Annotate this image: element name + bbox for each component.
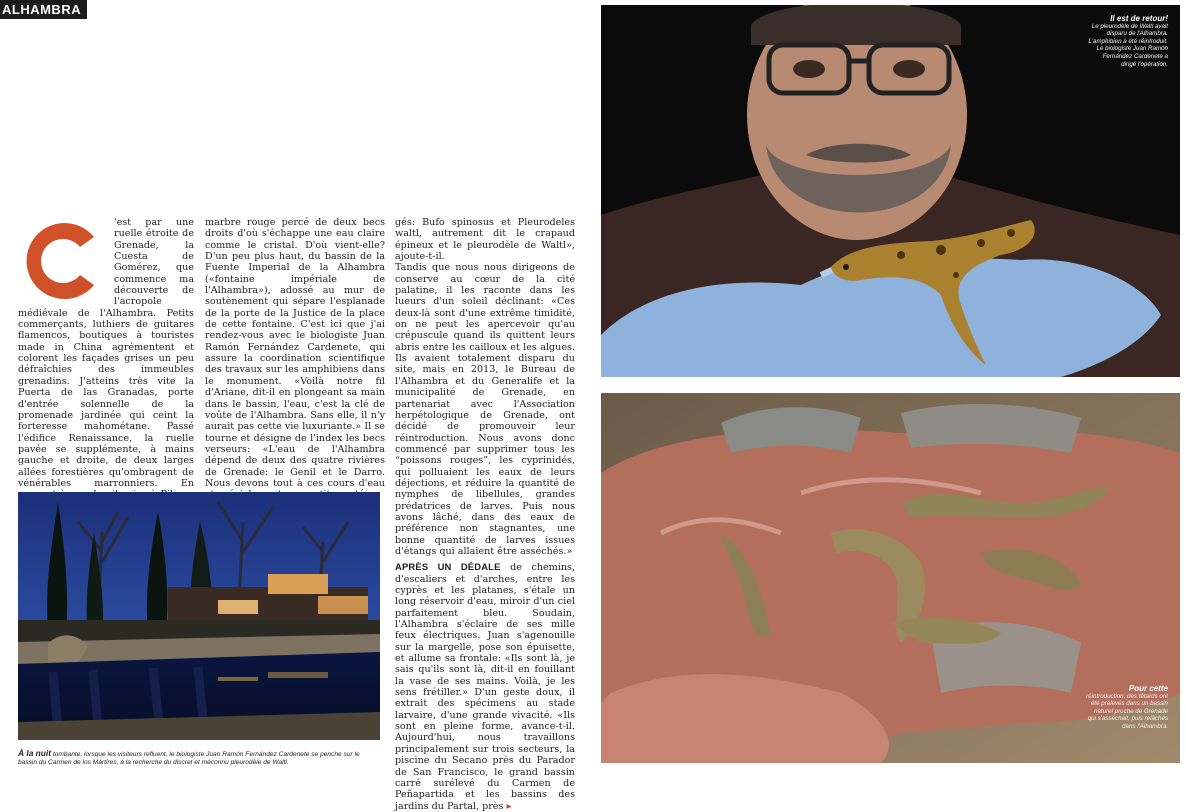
drop-cap bbox=[18, 215, 106, 307]
caption-text: Le pleurodèle de Waltl avait disparu de l'Alhambra. L'amphibien a été réintroduit. Le biologiste Juan Ramón Fernández Cardenete a dirigé l'opération. bbox=[1088, 22, 1168, 68]
caption-title: Il est de retour! bbox=[1110, 14, 1168, 23]
body-paragraph: gés: Bufo spinosus et Pleurodeles waltl, autrement dit le crapaud épineux et le pleurodèle de Waltl», ajoute-t-il. bbox=[395, 217, 575, 263]
body-paragraph: Tandis que nous nous dirigeons de conserve au cœur de la cité palatine, il les raconte dans les lueurs d'un soleil déclinant: «Ces deux-là sont d'une extrême timidité, on ne peut les apercevoir qu'au crépuscule quand ils quittent leurs abris entre les cailloux et les algues. Ils avaient totalement disparu du site, mais en 2013, le Bureau de l'Alhambra et du Generalife et la municipalité de Grenade, en partenariat avec l'Association herpétologique de Grenade, ont décidé de promouvoir leur réintroduction. Nous avons donc commencé par supprimer tous les “poissons rouges”, les cyprinidés, qui polluaient les eaux de leurs déjections, et réduire la quantité de nymphes de libellules, grandes prédatrices de larves. Puis nous avons lâché, dans des eaux de préférence non stagnantes, une bonne quantité de larves issues d'étangs qui allaient être asséchés.» bbox=[395, 262, 575, 557]
section-paragraph bbox=[395, 561, 575, 812]
continue-mark: ▸ bbox=[506, 800, 512, 812]
lead-paragraph: 'est par une ruelle étroite de Grenade, la Cuesta de Gomérez, que commence ma découverte de l'acropole médiévale de l'Alhambra. bbox=[18, 217, 194, 319]
caption-text: réintroduction, des têtards ont été prélevés dans un bassin naturel proche de Grenade qui s'asséchait, puis relâchés dans l'Alhambra. bbox=[1086, 692, 1168, 730]
hands-larvae-photo bbox=[601, 393, 1180, 763]
body-text: de chemins, d'escaliers et d'arches, entre les cyprès et les platanes, s'étale un long réservoir d'eau, miroir d'un ciel parfaitement bleu. Soudain, l'Alhambra s'éclaire de ses mille feux électriques. Juan s'agenouille sur la margelle, pose son épuisette, et allume sa frontale: «Ils sont là, je sais qu'ils sont là, dit-il en fouillant la vase de ses mains. Voilà, je les sens frétiller.» D'un geste doux, il extrait des spécimens au stade larvaire, d'une grande vivacité. «Ils sont en pleine forme, avance-t-il. Aujourd'hui, nous travaillons principalement sur trois secteurs, la piscine du Secano près du Parador de San Francisco, le grand bassin carré surélevé du Carmen de Peñapartida et les bassins des jardins du Partal, près bbox=[395, 562, 575, 812]
biologist-caption bbox=[1086, 15, 1168, 68]
caption-lead: À la nuit bbox=[18, 748, 52, 758]
biologist-portrait-photo bbox=[601, 5, 1180, 377]
caption-text: tombante, lorsque les visiteurs refluent, le biologiste Juan Ramón Fernández Cardenete se penche sur le bassin du Carmen de los Mártires, à la recherche du discret et méconnu pleurodèle de Waltl. bbox=[18, 751, 360, 766]
article-column-2 bbox=[205, 217, 385, 501]
garden-pool-photo bbox=[18, 492, 380, 740]
article-column-1 bbox=[18, 217, 194, 523]
hands-caption bbox=[1086, 685, 1168, 731]
body-paragraph: Petits commerçants, luthiers de guitares flamencos, boutiques à touristes made in China agrémentent et colorent les façades grises un peu défraîchies des immeubles grenadins. J'atteins très vite la Puerta de las Granadas, porte d'entrée solennelle de la promenade jardinée qui ceint la forteresse mahométane. Passé l'édifice Renaissance, la ruelle pavée se supplémente, à mains gauche et droite, de deux larges allées forestières qu'ombragent de vénérables marronniers. En bbox=[18, 307, 194, 489]
body-paragraph: marbre rouge percé de deux becs droits d'où s'échappe une eau claire comme le cristal. D'où vient-elle? D'un peu plus haut, du bassin de la Fuente Imperial de la Alhambra («fontaine impériale de l'Alhambra»), adossé au mur de soutènement qui sépare l'esplanade de la porte de la Justice de la place de cette fontaine. C'est ici que j'ai rendez-vous avec le biologiste Juan Ramón Fernández Cardenete, qui assure la coordination scientifique des travaux sur les amphibiens dans le monument. «Voilà notre fil d'Ariane, dit-il en plongeant sa main dans le bassin, l'eau, c'est la clé de voûte de l'Alhambra. Sans elle, il n'y aurait pas cette vie luxuriante.» Il se tourne et désigne de l'index les becs verseurs: «L'eau de l'Alhambra dépend de deux des quatre rivières de Grenade: le Genil et le Darro. Nous devons tout à ces cours d'eau bbox=[205, 217, 385, 489]
run-in-heading: APRÈS UN DÉDALE bbox=[395, 561, 501, 573]
garden-photo-caption bbox=[18, 749, 380, 767]
section-tag: ALHAMBRA bbox=[0, 0, 87, 19]
article-column-3 bbox=[395, 217, 575, 812]
caption-title: Pour cette bbox=[1128, 684, 1168, 693]
